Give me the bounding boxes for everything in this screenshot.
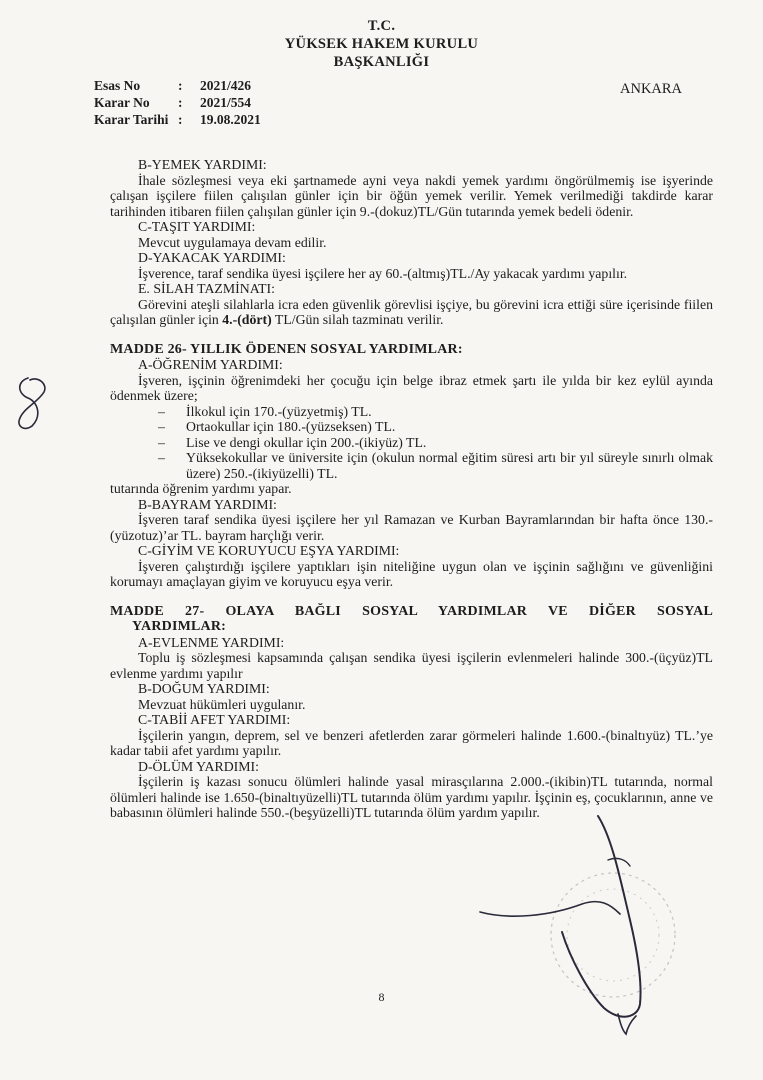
section-title-evlenme: A-EVLENME YARDIMI:	[138, 634, 285, 650]
meta-label: Esas No	[94, 78, 141, 93]
stamp-icon	[538, 860, 688, 1010]
paragraph-bayram: İşveren taraf sendika üyesi işçilere her yıl Ramazan ve Kurban Bayramlarından bir hafta önce 130.-(yüzotuz)’ar TL. bayram harçlığı verir.	[110, 512, 713, 543]
left-signature-stroke	[19, 378, 45, 428]
meta-value: 19.08.2021	[200, 112, 261, 127]
signature-stroke-loop	[608, 858, 630, 866]
stamp-inner-ring	[567, 889, 659, 981]
list-item-text: İlkokul için 170.-(yüzyetmiş) TL.	[186, 403, 372, 419]
meta-row	[94, 77, 261, 94]
paragraph-yemek: İhale sözleşmesi veya eki şartnamede ayni veya nakdi yemek yardımı öngörülmemiş ise işyerinde çalışan işçilere fiilen çalışılan günler için bir öğün yemek verilir. Yemek verilmediği takdirde karar tarihinden itibaren fiilen çalışılan günler için 9.-(dokuz)TL/Gün tutarında yemek bedeli ödenir.	[110, 172, 713, 219]
stamp-outer-ring	[551, 873, 675, 997]
section-title-afet: C-TABİİ AFET YARDIMI:	[138, 712, 291, 727]
silah-amount: 4.-(dört)	[222, 312, 272, 327]
section-title-tasit: C-TAŞIT YARDIMI:	[138, 219, 256, 234]
section-title-olum: D-ÖLÜM YARDIMI:	[138, 758, 259, 774]
article-26-title: MADDE 26- YILLIK ÖDENEN SOSYAL YARDIMLAR:	[110, 341, 463, 357]
header-court: YÜKSEK HAKEM KURULU	[284, 36, 479, 52]
list-item: – İlkokul için 170.-(yüzyetmiş) TL.	[158, 404, 713, 420]
silah-text-c: TL/Gün silah tazminatı verilir.	[271, 312, 444, 327]
section-title-dogum: B-DOĞUM YARDIMI:	[138, 681, 270, 696]
meta-row	[94, 94, 261, 111]
paragraph-yakacak: İşverence, taraf sendika üyesi işçilere her ay 60.-(altmış)TL./Ay yakacak yardımı yapılır.	[138, 265, 628, 281]
list-item-text: Yüksekokullar ve üniversite için (okulun normal eğitim süresi artı bir yıl süreyle sınırlı olmak üzere) 250.-(ikiyüzelli) TL.	[186, 450, 713, 481]
section-title-bayram: B-BAYRAM YARDIMI:	[138, 496, 277, 512]
case-meta	[94, 77, 261, 128]
city: ANKARA	[620, 81, 683, 97]
left-signature-icon	[8, 372, 54, 436]
paragraph-giyim: İşveren çalıştırdığı işçilere yaptıkları işin niteliğine uygun olan ve işçinin sağlığını ve güvenliğini korumayı amaçlayan giyim ve koruyucu eşya verir.	[110, 558, 713, 589]
meta-value: 2021/426	[200, 78, 252, 93]
list-item: – Lise ve dengi okullar için 200.-(ikiyüz) TL.	[158, 435, 713, 451]
paragraph-dogum: Mevzuat hükümleri uygulanır.	[138, 696, 306, 712]
meta-value: 2021/554	[200, 95, 252, 110]
paragraph-silah	[110, 297, 713, 328]
header-presidency: BAŞKANLIĞI	[333, 54, 430, 70]
signature-stroke-main	[562, 816, 641, 1017]
section-title-ogrenim: A-ÖĞRENİM YARDIMI:	[138, 357, 283, 372]
paragraph-olum: İşçilerin iş kazası sonucu ölümleri halinde yasal mirasçılarına 2.000.-(ikibin)TL tutarında, normal ölümleri halinde ise 1.650-(binaltıyüzelli)TL tutarında ölüm yardımı yapılır. İşçinin eş, çocuklarının, anne ve babasının ölümleri halinde 550.-(beşyüzelli)TL tutarında ölüm yardım yapılır.	[110, 774, 713, 820]
section-title-giyim: C-GİYİM VE KORUYUCU EŞYA YARDIMI:	[138, 543, 400, 558]
section-title-yakacak: D-YAKACAK YARDIMI:	[138, 250, 286, 265]
signature-stroke-tick	[618, 1014, 636, 1034]
list-item-text: Lise ve dengi okullar için 200.-(ikiyüz) TL.	[186, 434, 427, 450]
list-item: – Yüksekokullar ve üniversite için (okulun normal eğitim süresi artı bir yıl süreyle sınırlı olmak üzere) 250.-(ikiyüzelli) TL.	[158, 450, 713, 481]
article-27-title-line2: YARDIMLAR:	[132, 619, 227, 634]
silah-text-a: Görevini ateşli silahlarla icra eden güvenlik görevlisi işçiye, bu görevini icra ettiği süre içerisinde fiilen çalışılan günler için	[110, 296, 713, 327]
paragraph-tasit: Mevcut uygulamaya devam edilir.	[138, 234, 327, 250]
meta-colon: :	[178, 78, 183, 93]
signature-stroke-cross	[480, 902, 620, 917]
meta-colon: :	[178, 95, 183, 110]
paragraph-afet: İşçilerin yangın, deprem, sel ve benzeri afetlerden zarar görmeleri halinde 1.600.-(binaltıyüz) TL.’ye kadar tabii afet yardımı yapılır.	[110, 727, 713, 758]
paragraph-ogrenim: İşveren, işçinin öğrenimdeki her çocuğu için belge ibraz etmek şartı ile yılda bir kez eylül ayında ödenmek üzere;	[110, 372, 713, 403]
meta-label: Karar No	[94, 95, 150, 110]
paragraph-evlenme: Toplu iş sözleşmesi kapsamında çalışan sendika üyesi işçilerin evlenmeleri halinde 300.-(üçyüz)TL evlenme yardımı yapılır	[110, 650, 713, 681]
meta-label: Karar Tarihi	[94, 112, 169, 127]
list-item-text: Ortaokullar için 180.-(yüzseksen) TL.	[186, 419, 396, 434]
meta-row	[94, 111, 261, 128]
paragraph-ogrenim-end: tutarında öğrenim yardımı yapar.	[110, 481, 292, 496]
list-item: – Ortaokullar için 180.-(yüzseksen) TL.	[158, 419, 713, 435]
section-title-silah: E. SİLAH TAZMİNATI:	[138, 281, 275, 296]
section-title-yemek: B-YEMEK YARDIMI:	[138, 157, 267, 172]
page-number: 8	[378, 990, 385, 1004]
article-27-title	[110, 604, 713, 635]
article-27-title-line1: MADDE 27- OLAYA BAĞLI SOSYAL YARDIMLAR VE DİĞER SOSYAL	[110, 603, 713, 619]
meta-colon: :	[178, 112, 183, 127]
header-tc: T.C.	[367, 18, 396, 34]
document-body	[110, 157, 713, 821]
